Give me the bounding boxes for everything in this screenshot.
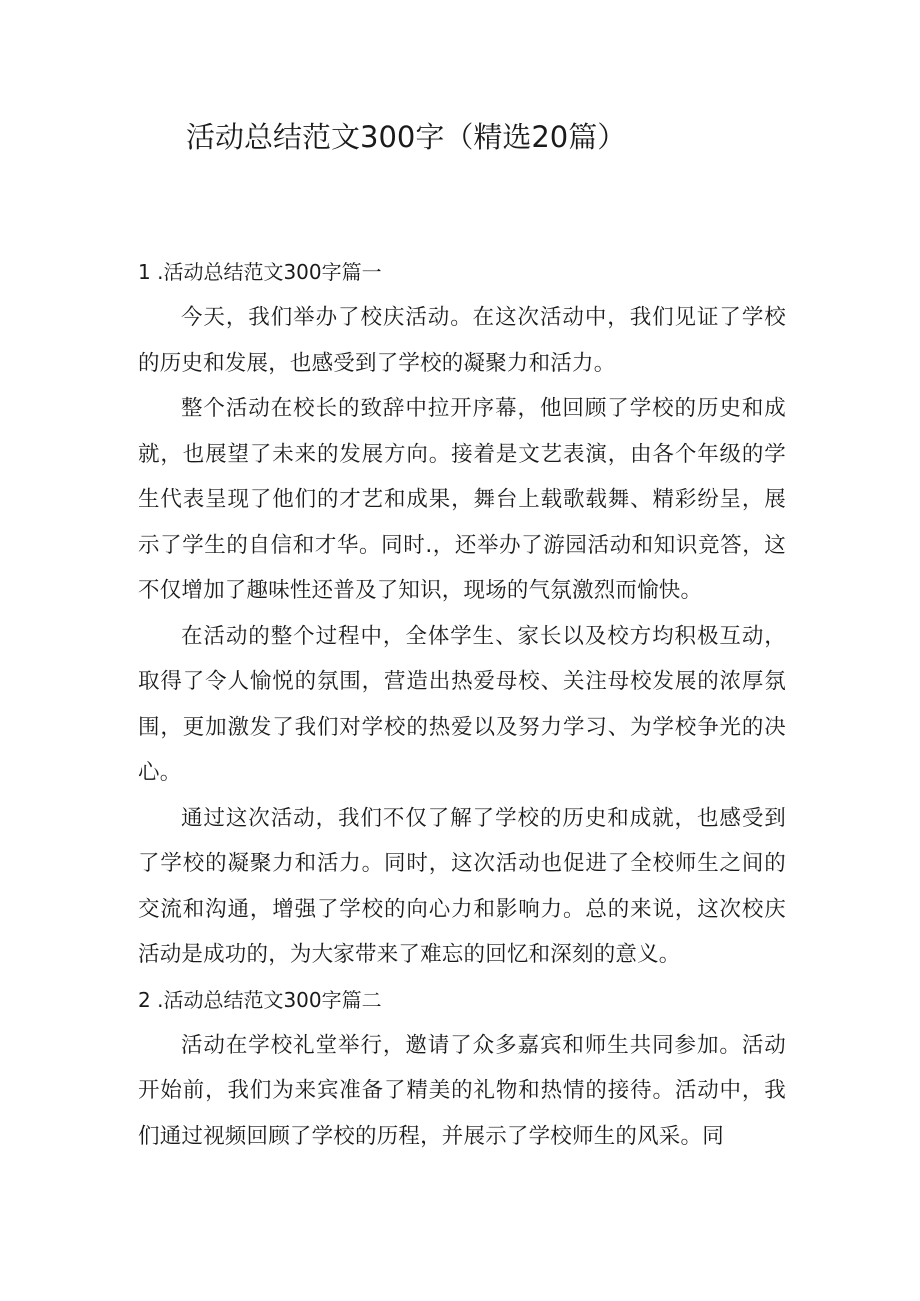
paragraph: 通过这次活动，我们不仅了解了学校的历史和成就，也感受到了学校的凝聚力和活力。同时，这次活动也促进了全校师生之间的交流和沟通，增强了学校的向心力和影响力。总的来说，这次校庆活动是成功的，为大家带来了难忘的回忆和深刻的意义。 xyxy=(138,805,786,967)
paragraph: 今天，我们举办了校庆活动。在这次活动中，我们见证了学校的历史和发展，也感受到了学校的凝聚力和活力。 xyxy=(138,305,786,376)
paragraph: 在活动的整个过程中，全体学生、家长以及校方均积极互动，取得了令人愉悦的氛围，营造出热爱母校、关注母校发展的浓厚氛围，更加激发了我们对学校的热爱以及努力学习、为学校争光的决心。 xyxy=(138,623,786,785)
paragraph: 整个活动在校长的致辞中拉开序幕，他回顾了学校的历史和成就，也展望了未来的发展方向。接着是文艺表演，由各个年级的学生代表呈现了他们的才艺和成果，舞台上载歌载舞、精彩纷呈，展示了学生的自信和才华。同时.，还举办了游园活动和知识竞答，这不仅增加了趣味性还普及了知识，现场的气氛激烈而愉快。 xyxy=(138,396,786,603)
document-body xyxy=(138,250,786,1159)
section-heading: 1 .活动总结范文300字篇一 xyxy=(138,260,382,284)
section-2 xyxy=(138,978,786,1160)
document-title: 活动总结范文300字（精选20篇） xyxy=(186,120,627,154)
section-1 xyxy=(138,250,786,978)
paragraph: 活动在学校礼堂举行，邀请了众多嘉宾和师生共同参加。活动开始前，我们为来宾准备了精美的礼物和热情的接待。活动中，我们通过视频回顾了学校的历程，并展示了学校师生的风采。同 xyxy=(138,1032,786,1149)
section-heading: 2 .活动总结范文300字篇二 xyxy=(138,987,382,1012)
